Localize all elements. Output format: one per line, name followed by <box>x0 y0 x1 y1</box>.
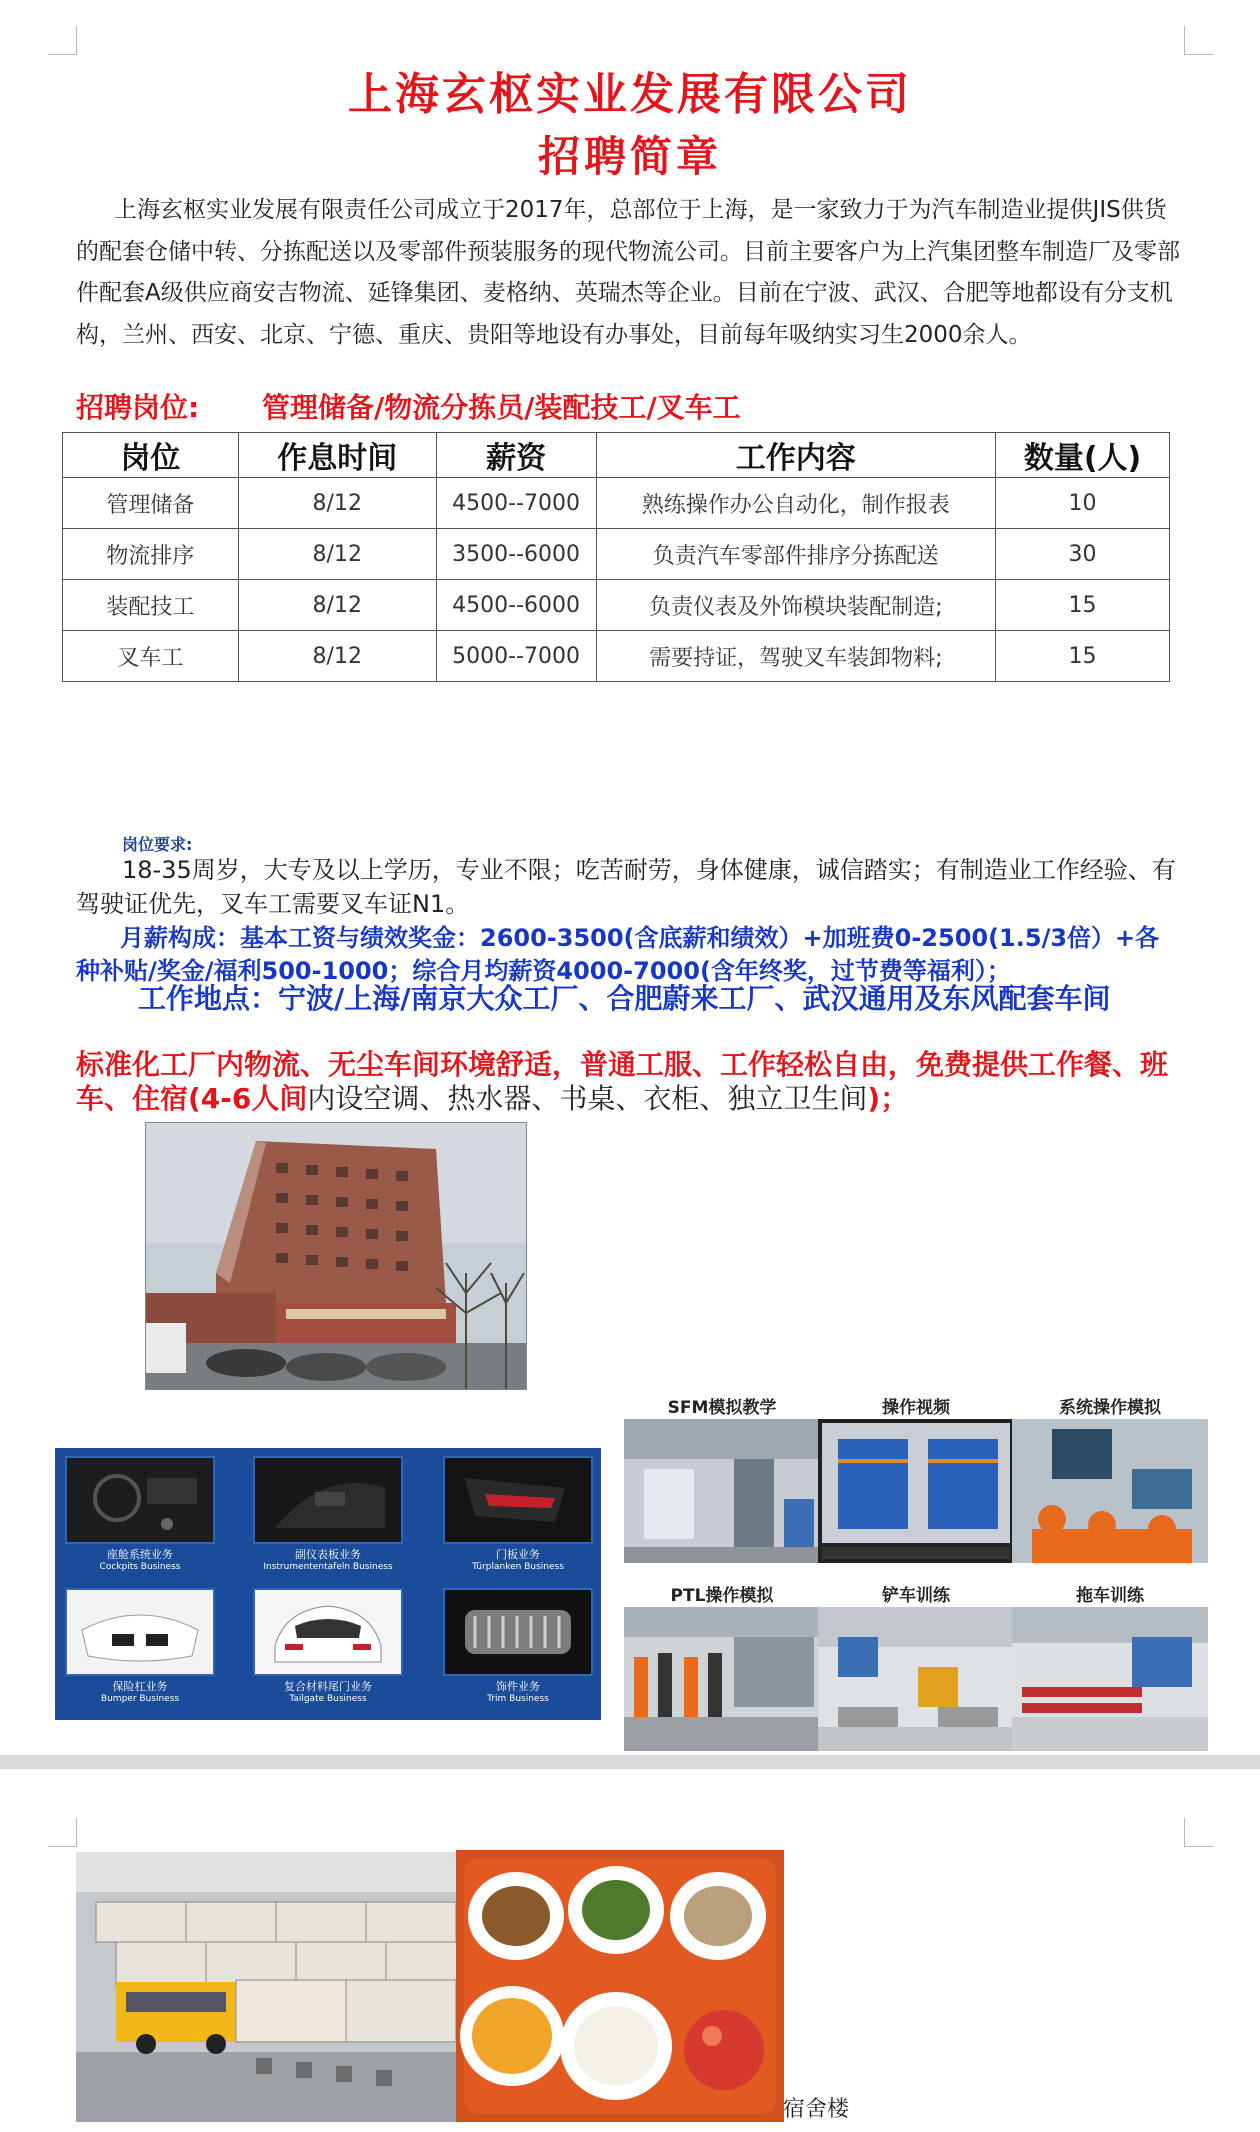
table-cell: 8/12 <box>238 631 436 682</box>
business-name: 门板业务 <box>496 1548 540 1561</box>
ptl-simulation-image <box>624 1607 820 1751</box>
salary-text: 月薪构成：基本工资与绩效奖金：2600-3500(含底薪和绩效）+加班费0-2500(1.5/3倍）+各种补贴/奖金/福利500-1000；综合月均薪资4000-7000(含年终奖，过节费等福利）； <box>76 924 1160 985</box>
training-label: 铲车训练 <box>882 1586 950 1606</box>
table-cell: 5000--7000 <box>436 631 596 682</box>
tractor-training-image <box>1012 1607 1208 1751</box>
table-cell: 3500--6000 <box>436 529 596 580</box>
meal-photo <box>456 1850 784 2122</box>
table-cell: 熟练操作办公自动化，制作报表 <box>596 478 996 529</box>
corner-mark <box>1184 1818 1213 1847</box>
business-name-en: Bumper Business <box>100 1694 180 1704</box>
business-name-en: Türplanken Business <box>472 1562 564 1572</box>
environment-end: )； <box>867 1082 909 1115</box>
table-cell: 15 <box>996 580 1170 631</box>
business-panel <box>55 1448 601 1720</box>
table-cell: 8/12 <box>238 580 436 631</box>
training-label: SFM模拟教学 <box>667 1398 777 1418</box>
table-cell: 需要持证，驾驶叉车装卸物料; <box>596 631 996 682</box>
bus-image <box>76 1852 458 2122</box>
environment-text <box>76 1048 1181 1116</box>
table-header: 岗位 <box>63 433 239 478</box>
business-item <box>443 1456 593 1572</box>
shuttle-bus-photo <box>76 1852 458 2122</box>
requirements-text: 18-35周岁，大专及以上学历，专业不限；吃苦耐劳，身体健康，诚信踏实；有制造业工作经验、有驾驶证优先，叉车工需要叉车证N1。 <box>76 856 1176 918</box>
business-name-en: Instrumententafeln Business <box>263 1562 393 1572</box>
business-name-en: Tailgate Business <box>289 1694 367 1704</box>
bumper-image <box>65 1588 215 1676</box>
positions-label: 招聘岗位: <box>76 391 200 424</box>
table-cell: 10 <box>996 478 1170 529</box>
building-photo <box>145 1122 527 1390</box>
system-simulation-image <box>1012 1419 1208 1563</box>
table-row <box>63 580 1170 631</box>
table-row <box>63 478 1170 529</box>
door-panel-image <box>443 1456 593 1544</box>
business-item <box>65 1588 215 1704</box>
table-cell: 管理储备 <box>63 478 239 529</box>
company-title: 上海玄枢实业发展有限公司 <box>348 69 912 120</box>
forklift-training-image <box>818 1607 1014 1751</box>
operation-video-image <box>818 1419 1014 1563</box>
requirements-heading: 岗位要求: <box>122 835 193 854</box>
table-header: 数量(人) <box>996 433 1170 478</box>
work-location-text: 工作地点：宁波/上海/南京大众工厂、合肥蔚来工厂、武汉通用及东风配套车间 <box>138 982 1111 1015</box>
table-cell: 装配技工 <box>63 580 239 631</box>
page-separator <box>0 1755 1260 1769</box>
tailgate-image <box>253 1588 403 1676</box>
console-image <box>253 1456 403 1544</box>
training-label: PTL操作模拟 <box>670 1586 774 1606</box>
training-label: 操作视频 <box>882 1398 950 1418</box>
table-cell: 4500--6000 <box>436 580 596 631</box>
company-intro: 上海玄枢实业发展有限责任公司成立于2017年，总部位于上海，是一家致力于为汽车制造业提供JIS供货的配套仓储中转、分拣配送以及零部件预装服务的现代物流公司。目前主要客户为上汽集团整车制造厂及零部件配套A级供应商安吉物流、延锋集团、麦格纳、英瑞杰等企业。目前在宁波、武汉、合肥等地都设有分支机构，兰州、西安、北京、宁德、重庆、贵阳等地设有办事处，目前每年吸纳实习生2000余人。 <box>76 197 1180 348</box>
table-cell: 负责仪表及外饰模块装配制造; <box>596 580 996 631</box>
trim-image <box>443 1588 593 1676</box>
table-header: 作息时间 <box>238 433 436 478</box>
training-collage <box>614 1385 1214 1755</box>
corner-mark <box>48 1818 77 1847</box>
business-name-en: Cockpits Business <box>99 1562 181 1572</box>
table-cell: 负责汽车零部件排序分拣配送 <box>596 529 996 580</box>
corner-mark <box>1184 26 1213 55</box>
cockpit-image <box>65 1456 215 1544</box>
sfm-teaching-image <box>624 1419 820 1563</box>
positions-line <box>76 386 741 426</box>
table-cell: 8/12 <box>238 478 436 529</box>
table-cell: 15 <box>996 631 1170 682</box>
business-item <box>65 1456 215 1572</box>
table-row <box>63 631 1170 682</box>
table-header: 薪资 <box>436 433 596 478</box>
business-name: 副仪表板业务 <box>295 1548 361 1561</box>
meal-image <box>456 1850 784 2122</box>
building-image <box>146 1123 526 1389</box>
environment-plain: 内设空调、热水器、书桌、衣柜、独立卫生间 <box>307 1082 868 1115</box>
environment-bold: 标准化工厂内物流、无尘车间环境舒适，普通工服、工作轻松自由，免费提供工作餐、班车、住宿(4-6人间 <box>76 1048 1169 1115</box>
page-subtitle: 招聘简章 <box>537 132 722 181</box>
table-row <box>63 529 1170 580</box>
positions-value: 管理储备/物流分拣员/装配技工/叉车工 <box>262 391 741 424</box>
business-item <box>253 1456 403 1572</box>
business-item <box>443 1588 593 1704</box>
table-cell: 叉车工 <box>63 631 239 682</box>
table-cell: 4500--7000 <box>436 478 596 529</box>
table-header: 工作内容 <box>596 433 996 478</box>
business-name: 保险杠业务 <box>112 1680 168 1693</box>
business-item <box>253 1588 403 1704</box>
business-name: 饰件业务 <box>496 1680 540 1693</box>
corner-mark <box>48 26 77 55</box>
table-cell: 30 <box>996 529 1170 580</box>
jobs-table <box>62 432 1170 682</box>
business-name: 复合材料尾门业务 <box>284 1680 372 1693</box>
training-label: 系统操作模拟 <box>1059 1398 1161 1418</box>
business-name: 座舱系统业务 <box>107 1548 173 1561</box>
training-label: 拖车训练 <box>1076 1586 1144 1606</box>
table-header-row <box>63 433 1170 478</box>
table-cell: 8/12 <box>238 529 436 580</box>
business-name-en: Trim Business <box>487 1694 549 1704</box>
table-cell: 物流排序 <box>63 529 239 580</box>
dorm-caption: 宿舍楼 <box>783 2097 850 2122</box>
